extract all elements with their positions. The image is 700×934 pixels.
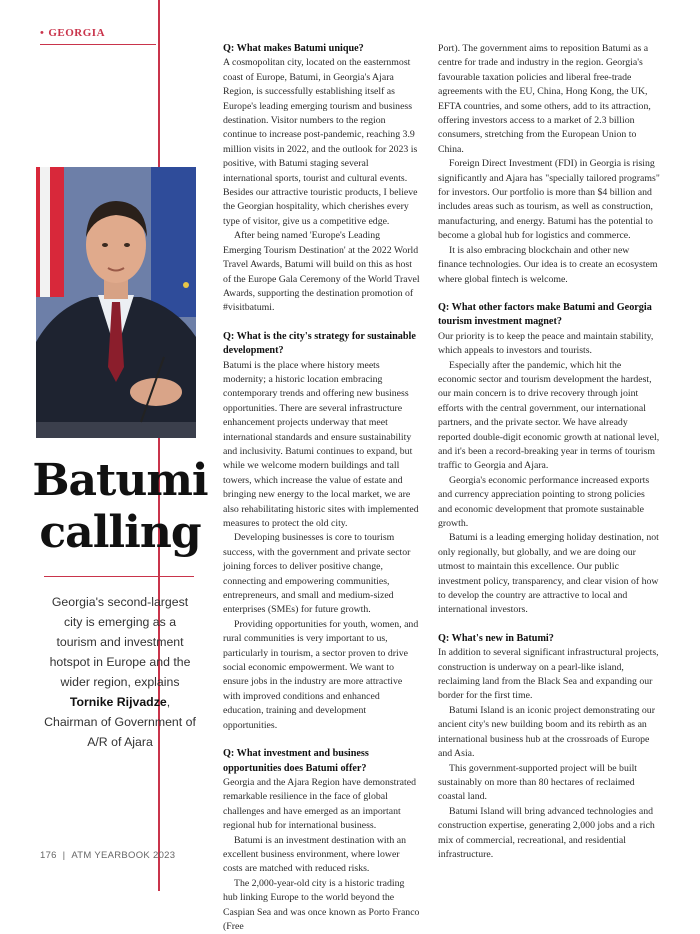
- article-paragraph: In addition to several significant infrastructural projects, construction is underway on a pearl-like island, reclaiming land from the Black Sea and expanding our border for the first time.: [438, 647, 659, 702]
- article-paragraph: After being named 'Europe's Leading Emerging Tourism Destination' at the 2022 World Travel Awards, Batumi will build on this as host of the Europe Gala Ceremony of the World Travel Awards, supporting the destination promotion of #visitbatumi.: [223, 230, 420, 314]
- question-heading: Q: What other factors make Batumi and Georgia tourism investment magnet?: [438, 301, 652, 328]
- headline: [30, 455, 210, 559]
- article-paragraph: Batumi Island is an iconic project demonstrating our ancient city's new building boom and its rebirth as an international business hub at the crossroads of Europe and Asia.: [438, 704, 655, 760]
- article-paragraph: This government-supported project will be built sustainably on more than 80 hectares of reclaimed coastal land.: [438, 762, 638, 803]
- standfirst-divider: [44, 576, 194, 577]
- article-paragraph: Our priority is to keep the peace and maintain stability, which appeals to investors and tourists.: [438, 330, 654, 357]
- headline-line-2: calling: [39, 507, 201, 558]
- article-paragraph: Providing opportunities for youth, women, and rural communities is very important to us, particularly in tourism, a sector proven to drive social economic empowerment. We want to ensure jobs in the industry are more attractive with improved conditions and enhanced education, training and development opportunities.: [223, 618, 419, 731]
- section-tag-underline: [40, 44, 156, 45]
- article-paragraph: It is also embracing blockchain and other new finance technologies. Our idea is to create an ecosystem where global fintech is welcome.: [438, 244, 658, 285]
- publication-name: ATM YEARBOOK 2023: [71, 850, 176, 861]
- article-paragraph: Georgia's economic performance increased exports and currency appreciation pointing to strong policies and economic development that promote sustainable growth.: [438, 474, 650, 529]
- article-paragraph: The 2,000-year-old city is a historic trading hub linking Europe to the world beyond the Caspian Sea and was once known as Porto Franco (Free: [223, 877, 420, 932]
- section-tag-label: GEORGIA: [48, 27, 106, 39]
- standfirst: [44, 592, 196, 752]
- article-paragraph: Batumi is an investment destination with an excellent business environment, where lower costs are matched with reduced risks.: [223, 834, 406, 875]
- page-number: 176: [40, 850, 57, 861]
- headline-line-1: Batumi: [32, 455, 208, 506]
- article-paragraph: Batumi is the place where history meets modernity; a historic location embracing contemporary trends and offering new business opportunities. There are several infrastructure enhancement projects underway that meet international standards and ensure sustainability and inclusivity. Batumi continues to expand, but while we welcome modern buildings and tall towers, which increase the value of estate and bringing new energy to the local market, we are also rehabilitating historic sites with implemented measures to protect the old city.: [223, 359, 419, 529]
- article-paragraph: Batumi is a leading emerging holiday destination, not only regionally, but globally, and we are doing our utmost to maintain this excellence. Our public investment policy, transparency, and clear vision of how to develop the country are attractive to local and international investors.: [438, 532, 659, 616]
- paragraph-gap: [438, 287, 660, 301]
- standfirst-name: Tornike Rijvadze: [69, 695, 167, 709]
- article-paragraph: Developing businesses is core to tourism success, with the government and private sector joining forces to deliver positive change, connecting and empowering communities, entrepreneurs, and small and medium-sized enterprises (SMEs) for future growth.: [223, 532, 411, 616]
- section-tag: [40, 27, 105, 39]
- paragraph-gap: [223, 316, 420, 330]
- standfirst-title: , Chairman of Government of A/R of Ajara: [44, 695, 196, 749]
- article-paragraph: Batumi Island will bring advanced technologies and construction expertise, generating 2,000 jobs and a rich mix of commercial, recreational, and residential infrastructure.: [438, 805, 655, 860]
- article-paragraph: Foreign Direct Investment (FDI) in Georgia is rising significantly and Ajara has "specially tailored programs" for investors. Our portfolio is more than $4 billion and includes areas such as tourism, as well as construction, manufacturing, and energy. Batumi has the potential to become a global hub for logistics and commerce.: [438, 158, 660, 242]
- article-paragraph: Port). The government aims to reposition Batumi as a centre for trade and industry in the region. Georgia's favourable taxation policies and liberal free-trade agreements with the EU, China, Hong Kong, the UK, EFTA countries, and some others, add to its attraction, offering investors access to a market of 2.3 billion consumers, stretching from the European Union to China.: [438, 43, 651, 155]
- portrait-photo: [36, 167, 196, 438]
- vertical-divider: [158, 0, 160, 891]
- article-column-2: [438, 42, 660, 862]
- question-heading: Q: What's new in Batumi?: [438, 632, 554, 644]
- bullet-icon: •: [40, 27, 45, 39]
- question-heading: Q: What is the city's strategy for sustainable development?: [223, 330, 416, 357]
- standfirst-lead: Georgia's second-largest city is emerging as a tourism and investment hotspot in Europe and the wider region, explains: [49, 595, 191, 689]
- paragraph-gap: [223, 733, 420, 747]
- article-paragraph: A cosmopolitan city, located on the easternmost coast of Europe, Batumi, in Georgia's Ajara Region, is successfully establishing itself as Europe's leading emerging tourism and business destination. Visitor numbers to the region continue to increase post-pandemic, reaching 3.9 million visits in 2022, and the outlook for 2023 is positive, with Batumi staging several international sports, tourist and cultural events. Besides our attractive touristic products, I believe the Georgian hospitality, which cherishes every type of visitor, give us a competitive edge.: [223, 57, 418, 227]
- page-footer: [40, 850, 175, 861]
- article-paragraph: Georgia and the Ajara Region have demonstrated remarkable resilience in the face of global challenges and have emerged as an important regional hub for international business.: [223, 776, 416, 832]
- article-paragraph: Especially after the pandemic, which hit the economic sector and tourism development the hardest, our main concern is to drive recovery through joint efforts with the central government, our international partners, and the private sector. We have already reported double-digit economic growth at national level, and it's been a record-breaking year in terms of tourism traffic to Georgia and Ajara.: [438, 359, 660, 472]
- question-heading: Q: What investment and business opportunities does Batumi offer?: [223, 748, 369, 774]
- article-column-1: [223, 42, 420, 934]
- question-heading: Q: What makes Batumi unique?: [223, 43, 364, 54]
- paragraph-gap: [438, 618, 660, 632]
- footer-separator: |: [62, 850, 66, 861]
